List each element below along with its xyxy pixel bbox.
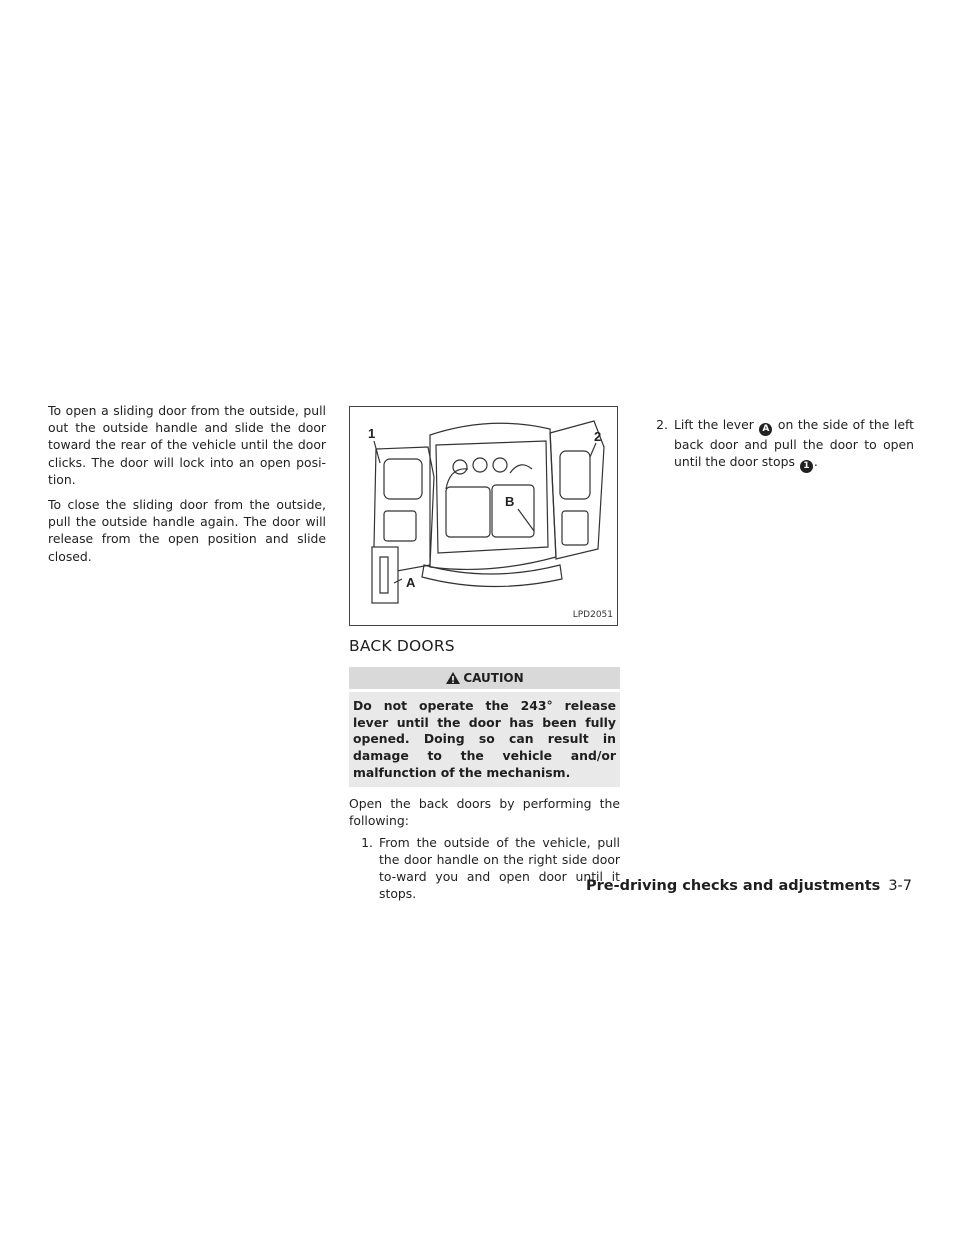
middle-column: [349, 406, 620, 908]
callout-b: B: [505, 494, 515, 509]
page-footer: [586, 878, 912, 894]
callout-2: 2: [594, 429, 602, 444]
callout-1-marker: 1: [800, 460, 813, 473]
callout-a-marker: A: [759, 423, 772, 436]
step-2-pre: Lift the lever: [674, 417, 754, 432]
left-column: [48, 402, 326, 573]
step-2: [644, 416, 914, 473]
caution-text: Do not operate the 243° release lever until the door has been fully opened. Doing so can result in damage to the vehicle and/or malfunction of the mechanism.: [349, 692, 620, 787]
step-text: From the outside of the vehicle, pull the door handle on the right side door to-ward you and open door until it stops.: [379, 834, 620, 902]
right-column: [644, 416, 914, 479]
back-doors-illustration: [349, 406, 618, 626]
warning-triangle-icon: [445, 671, 461, 685]
step-number: 1.: [361, 834, 373, 850]
figure-code: LPD2051: [572, 609, 613, 620]
step-2-post: .: [813, 454, 818, 470]
paragraph-close-sliding-door: To close the sliding door from the outside, pull the outside handle again. The door will release from the open position and slide closed.: [48, 497, 326, 564]
callout-a: A: [406, 575, 416, 590]
step-1: [349, 834, 620, 903]
step-text: [674, 416, 914, 473]
section-title: BACK DOORS: [349, 637, 455, 655]
step-2-mid: on the side of the left back door and pull the door to open until the door stops: [674, 417, 914, 470]
chapter-title: Pre-driving checks and adjustments: [585, 878, 881, 894]
callout-1: 1: [368, 426, 376, 441]
caution-header: [349, 667, 620, 689]
caution-label: CAUTION: [463, 670, 524, 685]
page-number: 3-7: [888, 878, 912, 894]
paragraph-open-sliding-door: To open a sliding door from the outside, pull out the outside handle and slide the door toward the rear of the vehicle until the door clicks. The door will lock into an open posi-tion.: [48, 403, 326, 487]
back-doors-drawing: [350, 407, 619, 627]
step-number: 2.: [656, 417, 668, 432]
intro-text: Open the back doors by performing the following:: [349, 796, 620, 829]
